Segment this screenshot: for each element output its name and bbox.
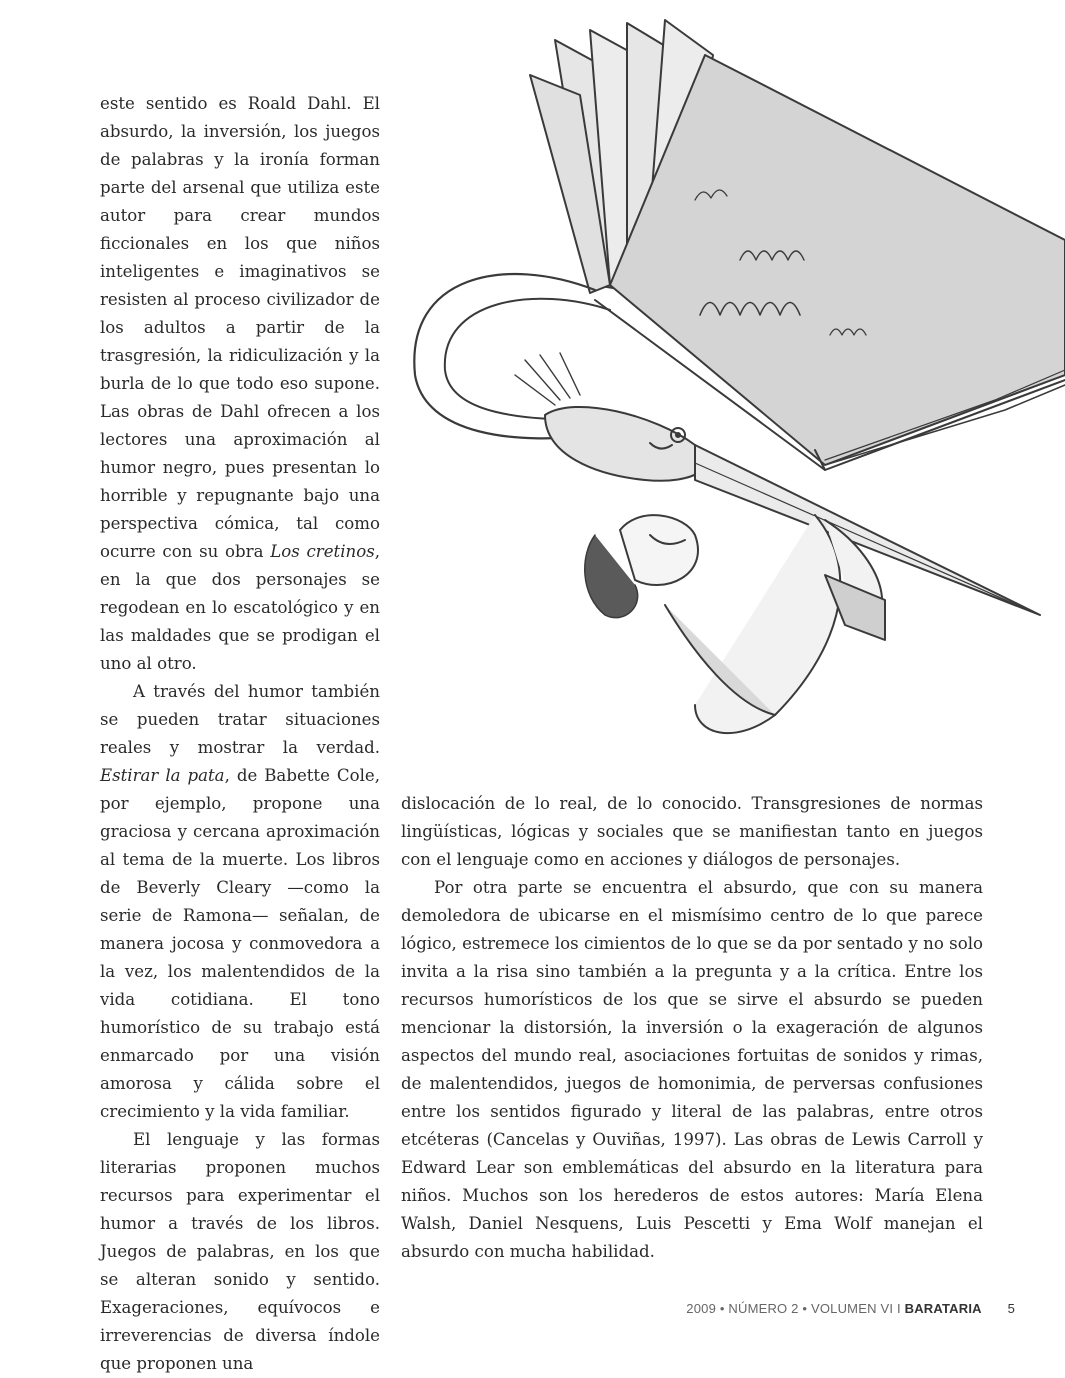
book-title: Estirar la pata — [100, 766, 225, 785]
paragraph-1 — [100, 90, 380, 678]
magazine-name: BARATARIA — [904, 1301, 982, 1316]
issue-info: 2009 • NÚMERO 2 • VOLUMEN VI — [686, 1301, 894, 1316]
book-bird-child-illustration — [395, 15, 1065, 745]
paragraph-2 — [100, 678, 380, 1126]
page-number: 5 — [1007, 1301, 1015, 1316]
text-run: este sentido es Roald Dahl. El absurdo, la inversión, los juegos de palabras y la ironía forman parte del arsenal que utiliza este autor para crear mundos ficcionales en los que niños inteligentes e imaginativos se resisten al proceso civilizador de los adultos a partir de la trasgresión, la ridiculización y la burla de lo que todo eso supone. Las obras de Dahl ofrecen a los lectores una aproximación al humor negro, pues presentan lo horrible y repugnante bajo una perspectiva cómica, tal como ocurre con su obra — [100, 94, 380, 561]
text-run: dislocación de lo real, de lo conocido. Transgresiones de normas lingüísticas, lógicas y sociales que se manifiestan tanto en juegos con el lenguaje como en acciones y diálogos de personajes. — [401, 794, 983, 869]
footer-separator: I — [896, 1301, 901, 1316]
text-run: El lenguaje y las formas literarias proponen muchos recursos para experimentar el humor a través de los libros. Juegos de palabras, en los que se alteran sonido y sentido. Exageraciones, equívocos e irreverencias de diversa índole que proponen una — [100, 1130, 380, 1373]
text-run: Por otra parte se encuentra el absurdo, que con su manera demoledora de ubicarse en el mismísimo centro de lo que parece lógico, estremece los cimientos de lo que se da por sentado y no solo invita a la risa sino también a la pregunta y a la crítica. Entre los recursos humorísticos de los que se sirve el absurdo se pueden mencionar la distorsión, la inversión o la exageración de algunos aspectos del mundo real, asociaciones fortuitas de sonidos y rimas, de malentendidos, juegos de homonimia, de perversas confusiones entre los sentidos figurado y literal de las palabras, entre otros etcéteras (Cancelas y Ouviñas, 1997). Las obras de Lewis Carroll y Edward Lear son emblemáticas del absurdo en la literatura para niños. Muchos son los herederos de estos autores: María Elena Walsh, Daniel Nesquens, Luis Pescetti y Ema Wolf manejan el absurdo con mucha habilidad. — [401, 878, 983, 1261]
left-column — [100, 90, 380, 1378]
text-run: , de Babette Cole, por ejemplo, propone una graciosa y cercana aproximación al tema de la muerte. Los libros de Beverly Cleary —como la serie de Ramona— señalan, de manera jocosa y conmovedora a la vez, los malentendidos de la vida cotidiana. El tono humorístico de su trabajo está enmarcado por una visión amorosa y cálida sobre el crecimiento y la vida familiar. — [100, 766, 380, 1121]
text-run: , en la que dos personajes se regodean en lo escatológico y en las maldades que se prodigan el uno al otro. — [100, 542, 380, 673]
paragraph-3 — [100, 1126, 380, 1378]
right-column — [401, 790, 983, 1266]
paragraph-4 — [401, 790, 983, 874]
book-title: Los cretinos — [270, 542, 375, 561]
page-footer — [686, 1301, 1015, 1316]
paragraph-5 — [401, 874, 983, 1266]
text-run: A través del humor también se pueden tratar situaciones reales y mostrar la verdad. — [100, 682, 380, 757]
